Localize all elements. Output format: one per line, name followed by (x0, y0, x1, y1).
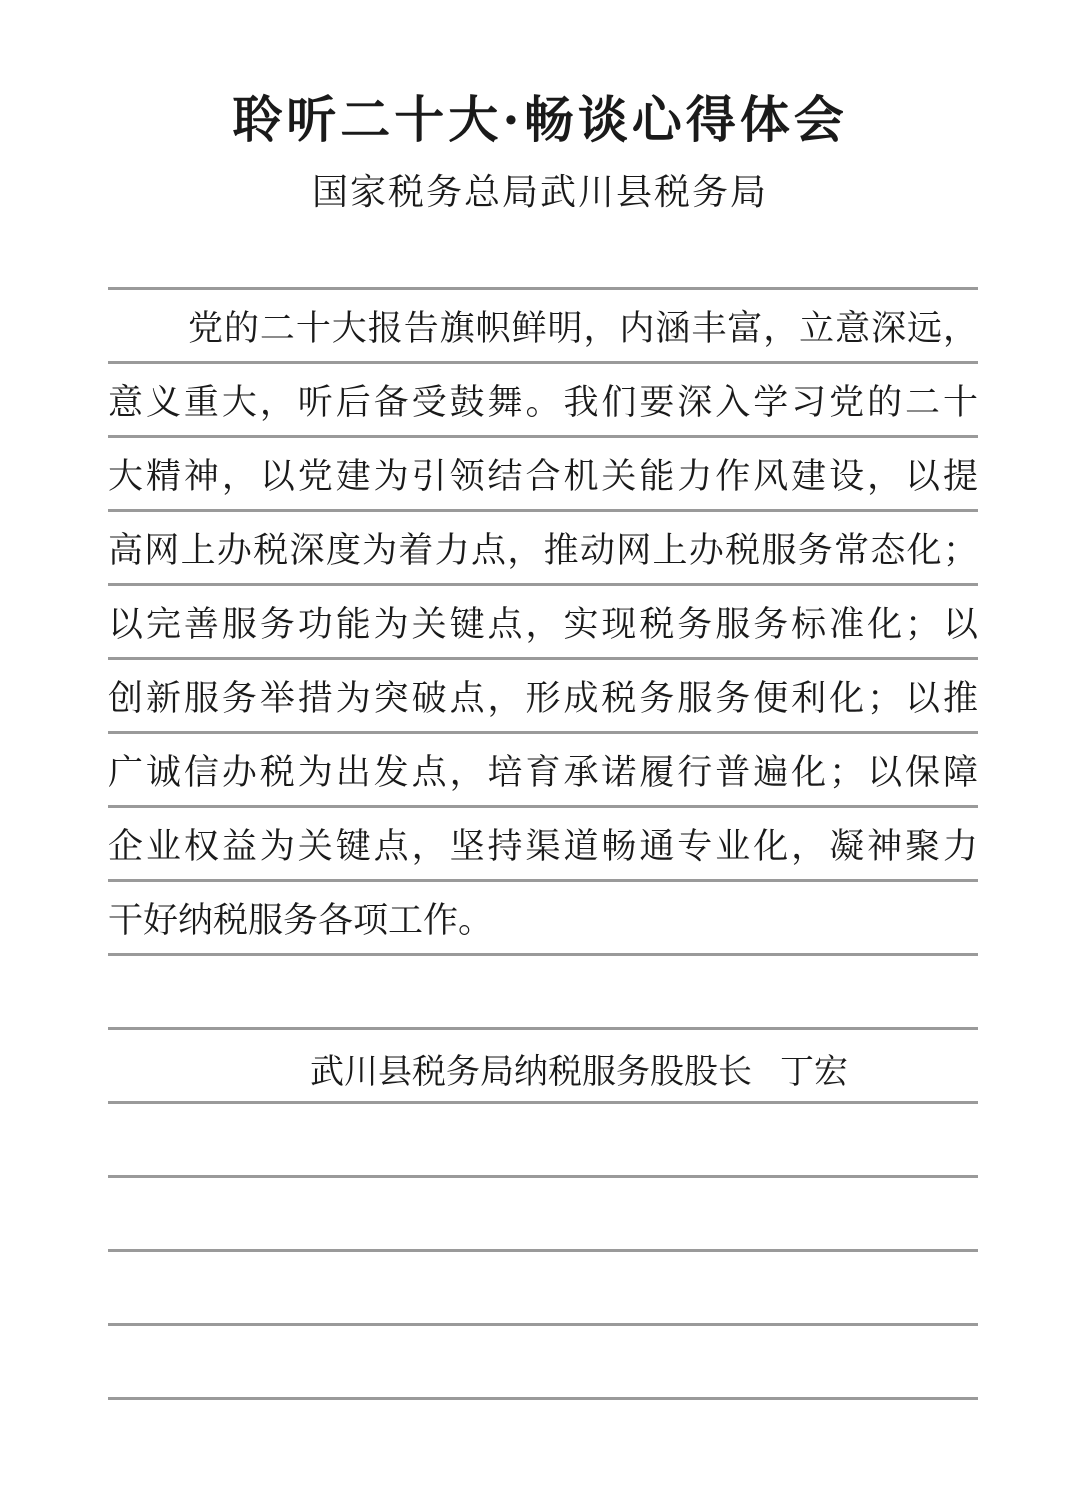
ruled-line (108, 1027, 978, 1030)
page-title: 聆听二十大·畅谈心得体会 (232, 90, 848, 149)
ruled-line (108, 287, 978, 290)
ruled-line (108, 1249, 978, 1252)
ruled-line (108, 1101, 978, 1104)
body-line: 创新服务举措为突破点，形成税务服务便利化；以推 (108, 679, 978, 719)
body-line: 干好纳税服务各项工作。 (108, 901, 494, 941)
signature-position: 武川县税务局纳税服务股股长 (310, 1052, 752, 1092)
signature (310, 1044, 848, 1100)
ruled-line (108, 1175, 978, 1178)
signature-name: 丁宏 (780, 1052, 848, 1092)
ruled-line (108, 1323, 978, 1326)
body-line: 意义重大，听后备受鼓舞。我们要深入学习党的二十 (108, 383, 978, 423)
body-line: 广诚信办税为出发点，培育承诺履行普遍化；以保障 (108, 753, 978, 793)
page-subtitle: 国家税务总局武川县税务局 (311, 172, 768, 213)
body-line: 党的二十大报告旗帜鲜明，内涵丰富，立意深远， (188, 309, 978, 349)
body-line: 企业权益为关键点，坚持渠道畅通专业化，凝神聚力 (108, 827, 978, 867)
body-line: 高网上办税深度为着力点，推动网上办税服务常态化； (108, 531, 978, 571)
body-line: 大精神，以党建为引领结合机关能力作风建设，以提 (108, 457, 978, 497)
body-line: 以完善服务功能为关键点，实现税务服务标准化；以 (108, 605, 978, 645)
ruled-line (108, 1397, 978, 1400)
